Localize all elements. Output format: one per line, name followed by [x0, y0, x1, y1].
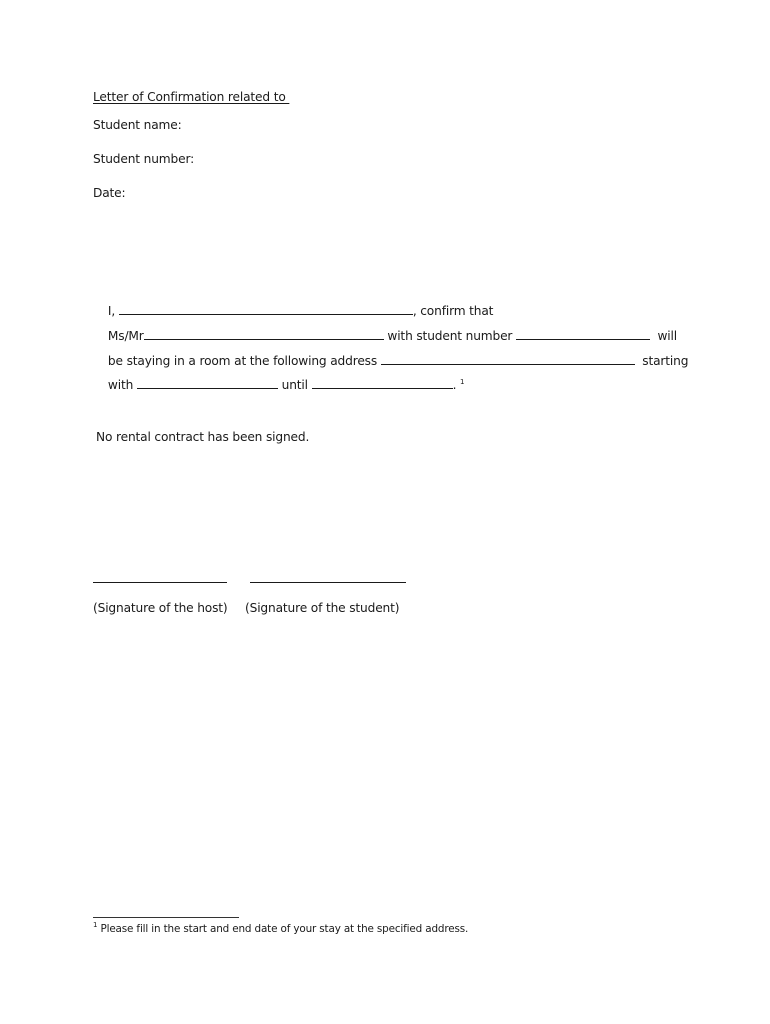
footnote-text: Please fill in the start and end date of your stay at the specified address. [97, 923, 469, 935]
body-line-2-prefix: Ms/Mr [107, 329, 144, 343]
body-line-3-suffix: starting [634, 354, 689, 368]
rental-contract-notice: No rental contract has been signed. [96, 430, 310, 444]
body-line-4-middle: until [277, 378, 312, 392]
document-title: Letter of Confirmation related to [93, 90, 290, 104]
body-line-4 [93, 361, 464, 409]
host-signature-line[interactable] [93, 582, 227, 583]
footnote-separator [93, 917, 239, 918]
host-signature-label: (Signature of the host) [93, 601, 228, 615]
date-label: Date: [93, 186, 126, 200]
student-signature-line[interactable] [250, 582, 406, 583]
body-line-1-suffix: , confirm that [412, 304, 494, 318]
end-date-blank[interactable] [312, 377, 453, 389]
body-line-4-prefix: with [107, 378, 137, 392]
student-number-label: Student number: [93, 152, 195, 166]
body-line-2-suffix: will [650, 329, 677, 343]
student-name-label: Student name: [93, 118, 182, 132]
body-line-1-prefix: I, [107, 304, 119, 318]
student-signature-label: (Signature of the student) [245, 601, 400, 615]
footnote [93, 922, 468, 936]
body-line-4-suffix: . [452, 378, 461, 392]
body-line-2-middle: with student number [383, 329, 517, 343]
footnote-reference: 1 [460, 378, 465, 386]
footnote-marker: 1 [93, 921, 98, 929]
start-date-blank[interactable] [137, 377, 278, 389]
body-line-3-prefix: be staying in a room at the following address [107, 354, 381, 368]
